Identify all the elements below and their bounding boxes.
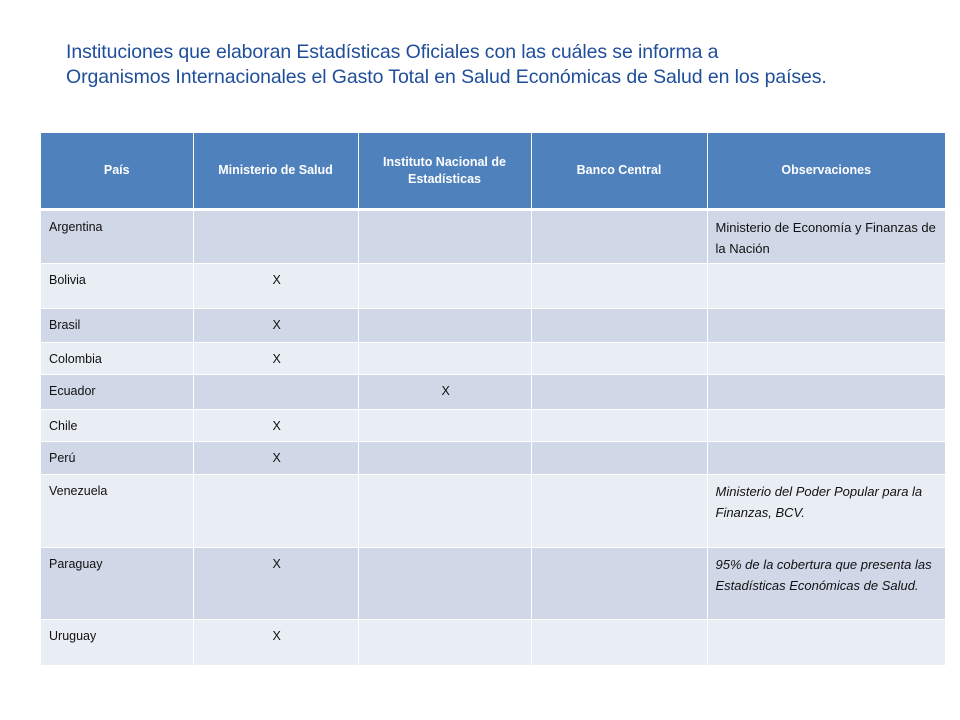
table-row [41, 475, 945, 548]
cell-ministerio: X [193, 548, 358, 620]
cell-instituto [358, 410, 531, 442]
cell-banco [531, 210, 707, 264]
cell-observaciones [707, 442, 945, 475]
cell-instituto [358, 620, 531, 666]
cell-instituto [358, 442, 531, 475]
header-pais: País [41, 133, 193, 210]
page-title [66, 40, 926, 90]
cell-country: Ecuador [41, 375, 193, 410]
cell-observaciones [707, 410, 945, 442]
cell-ministerio: X [193, 620, 358, 666]
cell-banco [531, 442, 707, 475]
cell-ministerio: X [193, 442, 358, 475]
cell-ministerio: X [193, 343, 358, 375]
table-row [41, 309, 945, 343]
cell-instituto [358, 343, 531, 375]
header-ministerio-de-salud: Ministerio de Salud [193, 133, 358, 210]
cell-instituto [358, 548, 531, 620]
cell-observaciones [707, 343, 945, 375]
cell-banco [531, 309, 707, 343]
table-row [41, 264, 945, 309]
cell-banco [531, 264, 707, 309]
cell-ministerio [193, 210, 358, 264]
header-instituto-nacional: Instituto Nacional de Estadísticas [358, 133, 531, 210]
table-row [41, 442, 945, 475]
table-row [41, 620, 945, 666]
cell-instituto [358, 210, 531, 264]
institutions-table [41, 133, 945, 666]
cell-country: Colombia [41, 343, 193, 375]
cell-instituto [358, 264, 531, 309]
header-banco-central: Banco Central [531, 133, 707, 210]
cell-banco [531, 343, 707, 375]
cell-country: Perú [41, 442, 193, 475]
cell-country: Chile [41, 410, 193, 442]
cell-instituto [358, 309, 531, 343]
table-row [41, 210, 945, 264]
table-row [41, 410, 945, 442]
cell-observaciones: Ministerio del Poder Popular para la Finanzas, BCV. [707, 475, 945, 548]
cell-observaciones [707, 375, 945, 410]
table-row [41, 548, 945, 620]
table-header-row [41, 133, 945, 210]
header-observaciones: Observaciones [707, 133, 945, 210]
cell-observaciones [707, 309, 945, 343]
cell-ministerio: X [193, 309, 358, 343]
cell-banco [531, 620, 707, 666]
cell-country: Venezuela [41, 475, 193, 548]
cell-banco [531, 475, 707, 548]
cell-observaciones: Ministerio de Economía y Finanzas de la Nación [707, 210, 945, 264]
cell-country: Uruguay [41, 620, 193, 666]
page-title-line-1: Instituciones que elaboran Estadísticas Oficiales con las cuáles se informa a [66, 41, 719, 63]
cell-ministerio [193, 475, 358, 548]
cell-instituto [358, 475, 531, 548]
cell-ministerio [193, 375, 358, 410]
cell-banco [531, 410, 707, 442]
cell-observaciones [707, 264, 945, 309]
cell-country: Brasil [41, 309, 193, 343]
cell-country: Paraguay [41, 548, 193, 620]
page-title-line-2: Organismos Internacionales el Gasto Total en Salud Económicas de Salud en los países. [66, 66, 827, 88]
cell-ministerio: X [193, 410, 358, 442]
cell-ministerio: X [193, 264, 358, 309]
cell-observaciones [707, 620, 945, 666]
cell-country: Argentina [41, 210, 193, 264]
cell-banco [531, 548, 707, 620]
cell-instituto: X [358, 375, 531, 410]
table-row [41, 375, 945, 410]
cell-country: Bolivia [41, 264, 193, 309]
table-row [41, 343, 945, 375]
cell-banco [531, 375, 707, 410]
cell-observaciones: 95% de la cobertura que presenta las Estadísticas Económicas de Salud. [707, 548, 945, 620]
